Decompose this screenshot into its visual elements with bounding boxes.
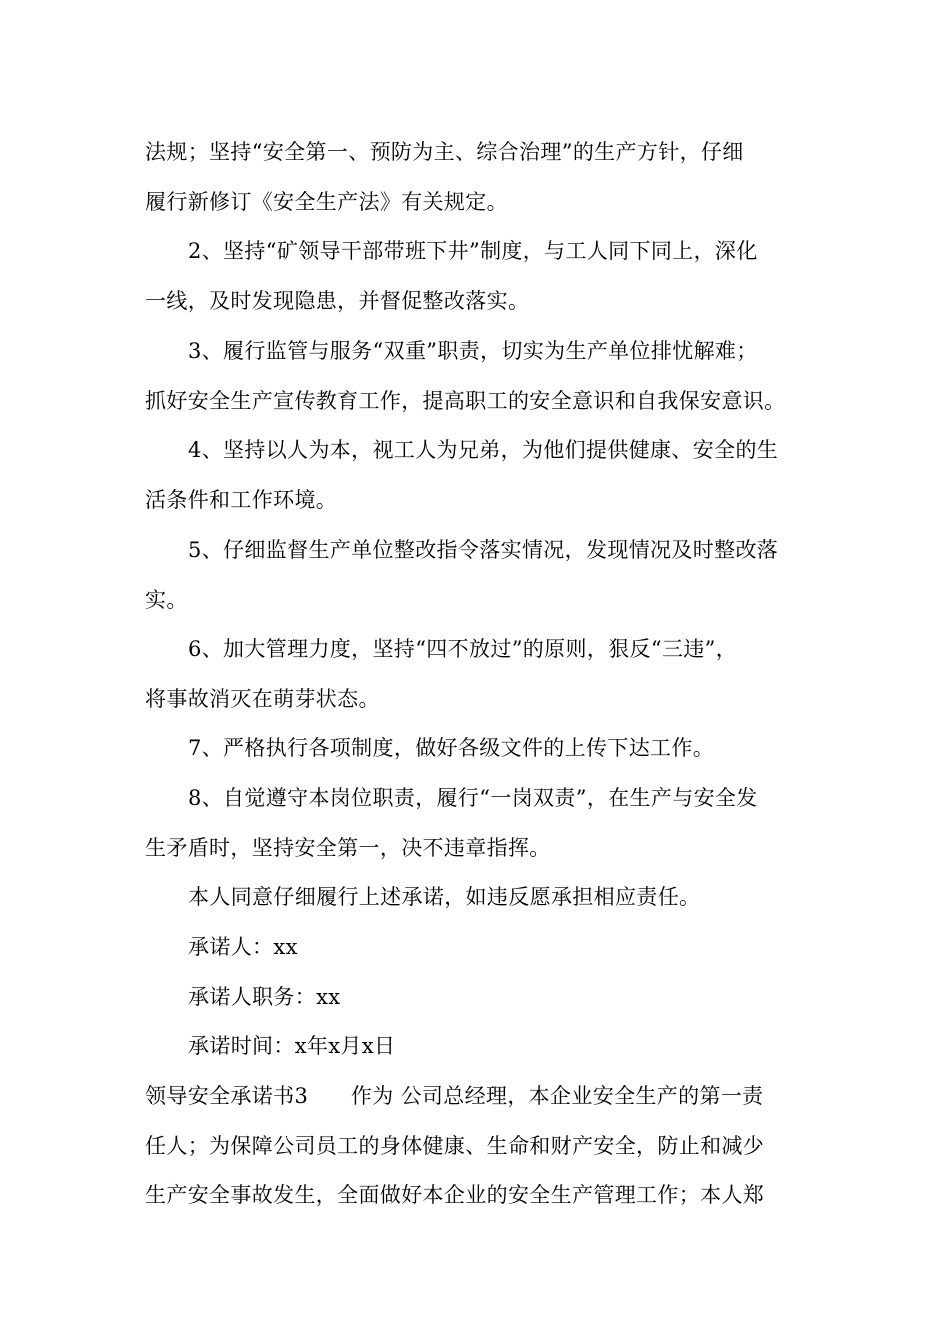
text-line-6: 抓好安全生产宣传教育工作，提高职工的安全意识和自我保安意识。 bbox=[145, 389, 786, 413]
text-line-3: 2、坚持“矿领导干部带班下井”制度，与工人同下同上，深化 bbox=[188, 239, 758, 263]
text-line-4: 一线，及时发现隐患，并督促整改落实。 bbox=[145, 289, 530, 313]
text-line-5: 3、履行监管与服务“双重”职责，切实为生产单位排忧解难； bbox=[188, 339, 758, 363]
text-line-17: 承诺人：xx bbox=[188, 935, 298, 959]
text-line-10: 实。 bbox=[145, 588, 188, 612]
text-line-19: 承诺时间：x年x月x日 bbox=[188, 1034, 396, 1058]
text-line-12: 将事故消灭在萌芽状态。 bbox=[145, 687, 380, 711]
text-line-15: 生矛盾时，坚持安全第一，决不违章指挥。 bbox=[145, 836, 551, 860]
text-line-1: 法规；坚持“安全第一、预防为主、综合治理”的生产方针，仔细 bbox=[145, 140, 744, 164]
text-line-8: 活条件和工作环境。 bbox=[145, 488, 338, 512]
text-line-11: 6、加大管理力度，坚持“四不放过”的原则，狠反“三违”， bbox=[188, 637, 738, 661]
text-line-7: 4、坚持以人为本，视工人为兄弟，为他们提供健康、安全的生 bbox=[188, 438, 779, 462]
text-line-16: 本人同意仔细履行上述承诺，如违反愿承担相应责任。 bbox=[188, 885, 701, 909]
text-line-13: 7、严格执行各项制度，做好各级文件的上传下达工作。 bbox=[188, 736, 715, 760]
text-line-9: 5、仔细监督生产单位整改指令落实情况，发现情况及时整改落 bbox=[188, 538, 779, 562]
text-line-14: 8、自觉遵守本岗位职责，履行“一岗双责”，在生产与安全发 bbox=[188, 786, 758, 810]
text-line-2: 履行新修订《安全生产法》有关规定。 bbox=[145, 190, 508, 214]
text-line-21: 任人；为保障公司员工的身体健康、生命和财产安全，防止和减少 bbox=[145, 1134, 765, 1158]
text-line-20: 领导安全承诺书3 作为 公司总经理，本企业安全生产的第一责 bbox=[145, 1084, 764, 1108]
text-line-22: 生产安全事故发生，全面做好本企业的安全生产管理工作；本人郑 bbox=[145, 1183, 765, 1207]
text-line-18: 承诺人职务：xx bbox=[188, 985, 341, 1009]
